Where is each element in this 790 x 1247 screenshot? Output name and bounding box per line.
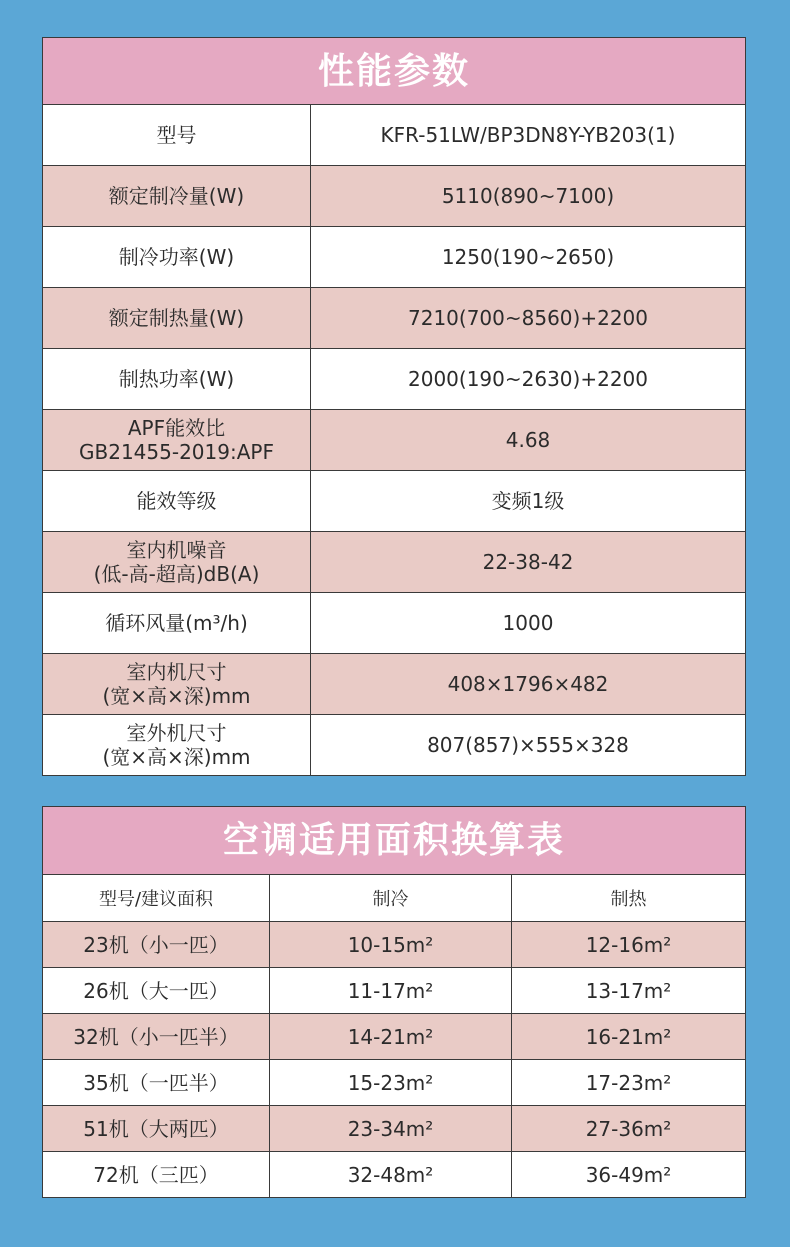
area-heating: 36-49m² <box>512 1152 746 1198</box>
area-header-heating: 制热 <box>512 875 746 922</box>
table-row <box>43 1060 745 1106</box>
spec-label-line: 能效等级 <box>136 489 217 513</box>
area-conversion-panel <box>42 806 746 1198</box>
table-row <box>43 532 745 593</box>
spec-label <box>43 532 311 593</box>
area-cooling: 14-21m² <box>270 1014 512 1060</box>
spec-label-line: 额定制热量(W) <box>108 306 245 330</box>
area-heating: 17-23m² <box>512 1060 746 1106</box>
area-title: 空调适用面积换算表 <box>43 807 745 875</box>
area-model: 35机（一匹半） <box>43 1060 270 1106</box>
area-model: 26机（大一匹） <box>43 968 270 1014</box>
area-cooling: 10-15m² <box>270 922 512 968</box>
spec-label-line: (宽×高×深)mm <box>102 684 251 708</box>
spec-value: 5110(890~7100) <box>311 166 746 227</box>
spec-label <box>43 593 311 654</box>
area-cooling: 32-48m² <box>270 1152 512 1198</box>
spec-label-line: 室内机尺寸 <box>126 660 227 684</box>
spec-label <box>43 105 311 166</box>
spec-label <box>43 654 311 715</box>
spec-value: 1000 <box>311 593 746 654</box>
spec-value: 807(857)×555×328 <box>311 715 746 776</box>
area-header-row <box>43 875 745 922</box>
area-header-model: 型号/建议面积 <box>43 875 270 922</box>
spec-label-line: GB21455-2019:APF <box>79 440 274 464</box>
spec-label-line: 循环风量(m³/h) <box>105 611 248 635</box>
spec-value: 408×1796×482 <box>311 654 746 715</box>
spec-label <box>43 227 311 288</box>
spec-label <box>43 410 311 471</box>
area-table <box>43 875 745 1197</box>
specs-table <box>43 105 745 775</box>
table-row <box>43 968 745 1014</box>
spec-label-line: 额定制冷量(W) <box>108 184 245 208</box>
spec-value: 4.68 <box>311 410 746 471</box>
area-heating: 27-36m² <box>512 1106 746 1152</box>
spec-label-line: (低-高-超高)dB(A) <box>93 562 260 586</box>
table-row <box>43 288 745 349</box>
specs-title: 性能参数 <box>43 38 745 105</box>
spec-label-line: 制热功率(W) <box>118 367 235 391</box>
spec-label-line: 型号 <box>156 123 197 147</box>
table-row <box>43 105 745 166</box>
performance-specs-panel <box>42 37 746 776</box>
table-row <box>43 410 745 471</box>
spec-value: 7210(700~8560)+2200 <box>311 288 746 349</box>
table-row <box>43 1152 745 1198</box>
spec-value: 1250(190~2650) <box>311 227 746 288</box>
spec-label <box>43 349 311 410</box>
area-heating: 13-17m² <box>512 968 746 1014</box>
spec-label <box>43 166 311 227</box>
table-row <box>43 1106 745 1152</box>
table-row <box>43 715 745 776</box>
table-row <box>43 1014 745 1060</box>
spec-value: 22-38-42 <box>311 532 746 593</box>
spec-label-line: 室内机噪音 <box>126 538 227 562</box>
table-row <box>43 922 745 968</box>
table-row <box>43 227 745 288</box>
spec-label-line: 制冷功率(W) <box>118 245 235 269</box>
spec-label-line: (宽×高×深)mm <box>102 745 251 769</box>
spec-value: 变频1级 <box>311 471 746 532</box>
area-model: 32机（小一匹半） <box>43 1014 270 1060</box>
area-heating: 12-16m² <box>512 922 746 968</box>
table-row <box>43 166 745 227</box>
area-cooling: 23-34m² <box>270 1106 512 1152</box>
area-model: 23机（小一匹） <box>43 922 270 968</box>
area-model: 51机（大两匹） <box>43 1106 270 1152</box>
table-row <box>43 654 745 715</box>
area-heating: 16-21m² <box>512 1014 746 1060</box>
table-row <box>43 349 745 410</box>
spec-value: KFR-51LW/BP3DN8Y-YB203(1) <box>311 105 746 166</box>
spec-value: 2000(190~2630)+2200 <box>311 349 746 410</box>
table-row <box>43 471 745 532</box>
table-row <box>43 593 745 654</box>
spec-label <box>43 288 311 349</box>
area-cooling: 11-17m² <box>270 968 512 1014</box>
area-model: 72机（三匹） <box>43 1152 270 1198</box>
spec-label-line: APF能效比 <box>127 416 226 440</box>
spec-label <box>43 715 311 776</box>
spec-label-line: 室外机尺寸 <box>126 721 227 745</box>
area-header-cooling: 制冷 <box>270 875 512 922</box>
spec-label <box>43 471 311 532</box>
area-cooling: 15-23m² <box>270 1060 512 1106</box>
